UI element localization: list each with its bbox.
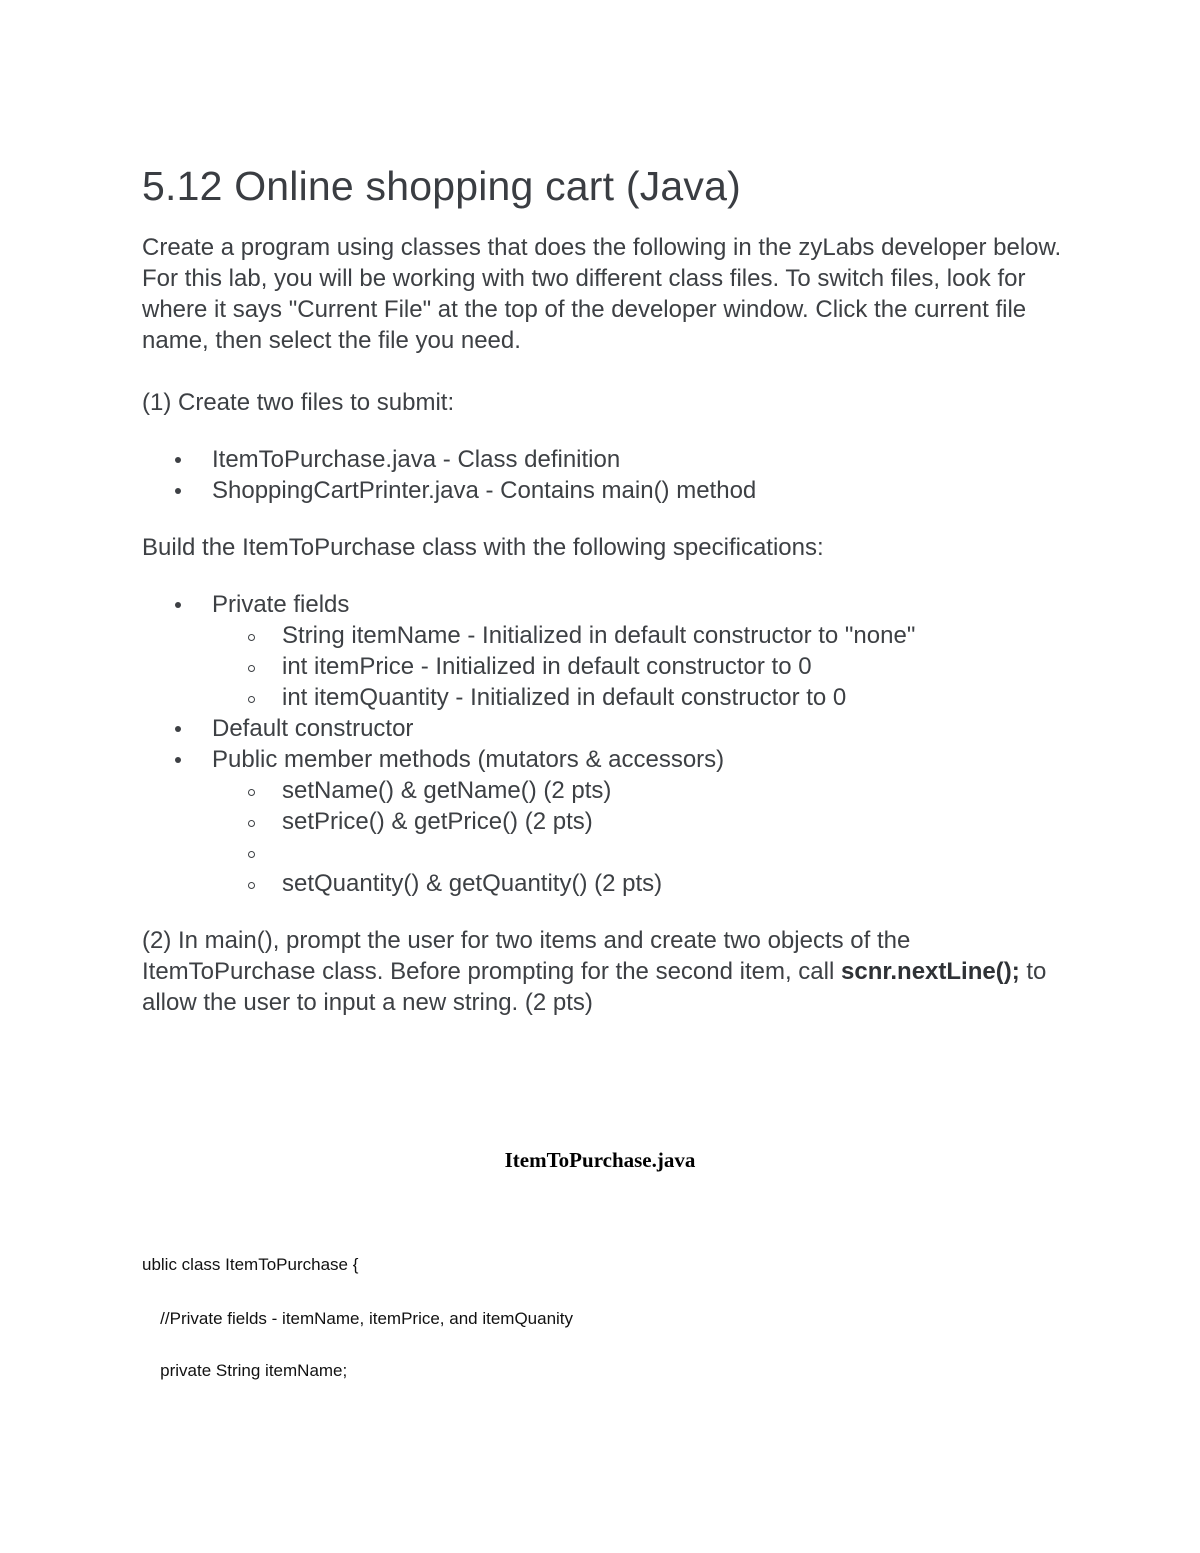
default-constructor-label: Default constructor <box>212 715 414 742</box>
sub-bullet-icon <box>248 820 255 827</box>
list-item <box>142 444 1082 475</box>
spacer <box>142 563 1082 589</box>
sub-bullet-icon <box>248 851 255 858</box>
code-line: private String itemName; <box>146 1361 348 1380</box>
spacer <box>142 418 1082 444</box>
methods-list <box>212 775 1082 899</box>
bullet-icon <box>175 488 181 494</box>
field-text: int itemQuantity - Initialized in default constructor to 0 <box>282 684 847 711</box>
intro-paragraph: Create a program using classes that does the following in the zyLabs developer below. For this lab, you will be working with two different class files. To switch files, look for where it says "Current File" at the top of the developer window. Click the current file name, then select the file you need. <box>142 234 1062 354</box>
methods-label: Public member methods (mutators & accessors) <box>212 746 725 773</box>
list-item <box>212 837 1082 868</box>
file-heading: ItemToPurchase.java <box>504 1148 696 1172</box>
method-text: setPrice() & getPrice() (2 pts) <box>282 808 593 835</box>
list-item <box>212 620 1082 651</box>
list-item <box>142 713 1082 744</box>
spacer <box>142 356 1082 387</box>
sub-bullet-icon <box>248 665 255 672</box>
list-item <box>142 475 1082 506</box>
assignment-content <box>142 158 1082 1018</box>
sub-bullet-icon <box>248 789 255 796</box>
method-text: setQuantity() & getQuantity() (2 pts) <box>282 870 663 897</box>
sub-bullet-icon <box>248 634 255 641</box>
method-text: setName() & getName() (2 pts) <box>282 777 612 804</box>
spacer <box>142 899 1082 925</box>
field-text: int itemPrice - Initialized in default constructor to 0 <box>282 653 812 680</box>
bullet-icon <box>175 726 181 732</box>
code-line: ublic class ItemToPurchase { <box>142 1255 359 1274</box>
private-fields-list <box>212 620 1082 713</box>
step1-heading: (1) Create two files to submit: <box>142 389 455 416</box>
list-item <box>142 744 1082 899</box>
spec-list <box>142 589 1082 899</box>
file-item-text: ShoppingCartPrinter.java - Contains main() method <box>212 477 757 504</box>
field-text: String itemName - Initialized in default constructor to "none" <box>282 622 916 649</box>
sub-bullet-icon <box>248 882 255 889</box>
list-item <box>212 682 1082 713</box>
bullet-icon <box>175 602 181 608</box>
code-line: //Private fields - itemName, itemPrice, and itemQuanity <box>146 1309 574 1328</box>
step2-paragraph <box>142 925 1082 1018</box>
file-list <box>142 444 1082 506</box>
list-item <box>212 775 1082 806</box>
spec-heading: Build the ItemToPurchase class with the following specifications: <box>142 534 824 561</box>
list-item <box>212 868 1082 899</box>
list-item <box>212 651 1082 682</box>
step2-text-after: to allow the user to input a new string. (2 pts) <box>142 958 1047 1016</box>
step2-text-before: (2) In main(), prompt the user for two items and create two objects of the ItemToPurchase class. Before prompting for the second item, call <box>142 927 911 985</box>
list-item <box>212 806 1082 837</box>
bullet-icon <box>175 457 181 463</box>
code-snippet: scnr.nextLine(); <box>841 958 1020 985</box>
private-fields-label: Private fields <box>212 591 350 618</box>
list-item <box>142 589 1082 713</box>
sub-bullet-icon <box>248 696 255 703</box>
spacer <box>142 506 1082 532</box>
page-title: 5.12 Online shopping cart (Java) <box>142 163 741 209</box>
file-item-text: ItemToPurchase.java - Class definition <box>212 446 621 473</box>
bullet-icon <box>175 757 181 763</box>
